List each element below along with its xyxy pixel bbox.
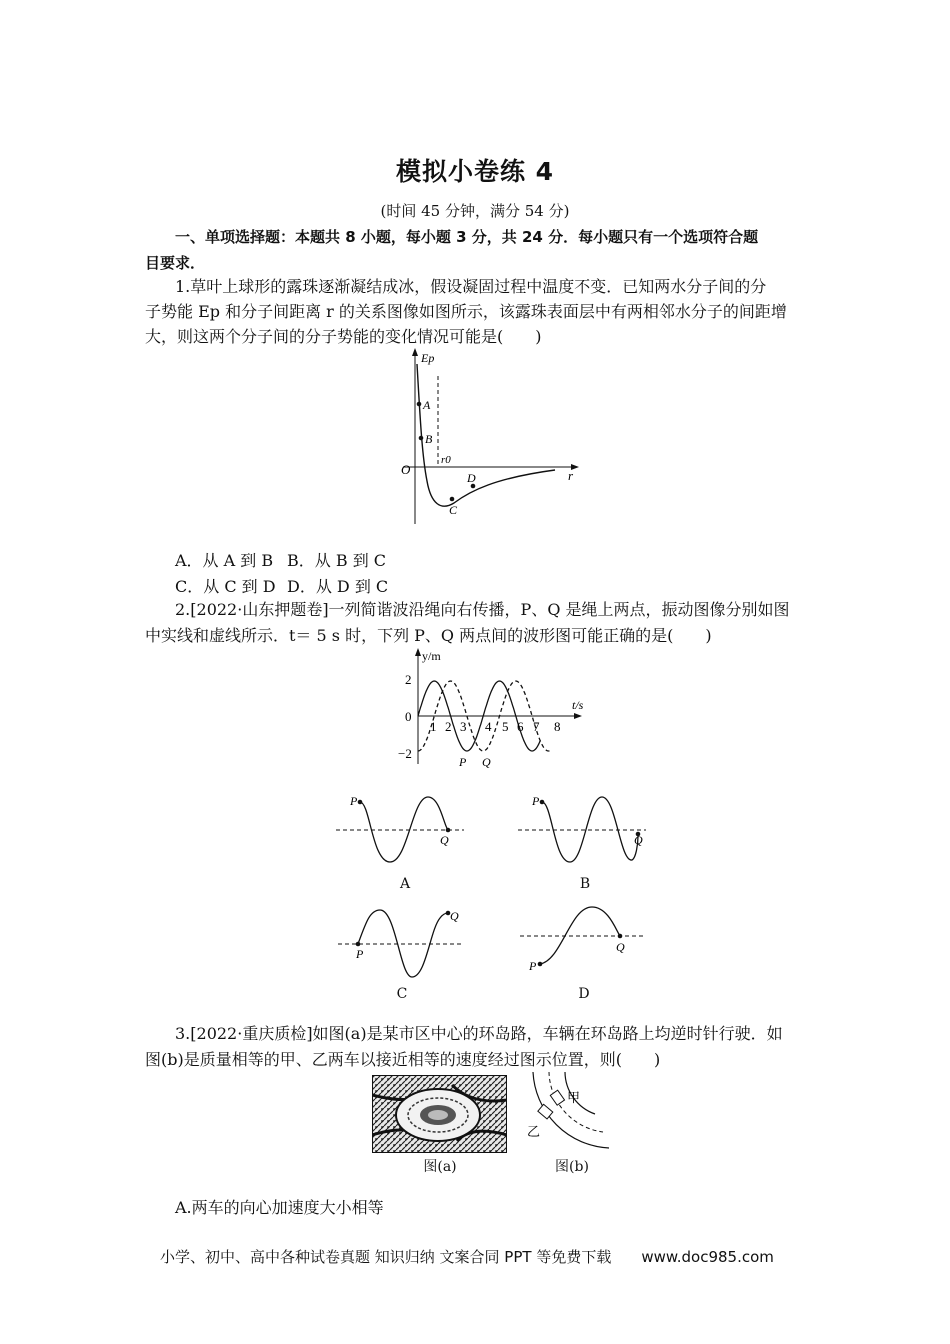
q3-figure-b-caption: 图(b) <box>555 1159 589 1175</box>
q1-origin-label: O <box>401 462 411 477</box>
q2-panel-d-point-q <box>618 934 623 939</box>
q3-car-yi-label: 乙 <box>527 1124 541 1139</box>
q2-panel-a-q-label: Q <box>440 833 449 847</box>
q2-panel-d-q-label: Q <box>616 940 625 954</box>
q2-series-q-label: Q <box>482 755 491 769</box>
section-heading-line1: 一、单项选择题：本题共 8 小题，每小题 3 分，共 24 分．每小题只有一个选项符合题 <box>175 228 759 246</box>
q2-panel-b-label: B <box>579 876 591 892</box>
q2-xlabel: t/s <box>572 698 584 712</box>
q1-label-a: A <box>423 398 431 412</box>
q1-potential-energy-graph <box>365 346 595 531</box>
q2-series-p-label: P <box>459 755 467 769</box>
q2-panel-c-point-p <box>356 942 361 947</box>
q2-xtick-4: 4 <box>485 719 492 734</box>
q2-panel-d-point-p <box>538 962 543 967</box>
q2-panel-b-point-p <box>540 800 545 805</box>
q2-xtick-1: 1 <box>430 719 437 734</box>
q2-xtick-6: 6 <box>517 719 524 734</box>
q1-text-line1: 1.草叶上球形的露珠逐渐凝结成冰，假设凝固过程中温度不变．已知两水分子间的分 <box>175 277 767 296</box>
q2-panel-c <box>330 902 480 984</box>
q3-car-yi-icon <box>538 1104 553 1119</box>
q1-text-line3: 大，则这两个分子间的分子势能的变化情况可能是( ) <box>145 327 542 346</box>
q1-ylabel: Ep <box>421 351 435 365</box>
page-title: 模拟小卷练 4 <box>395 157 555 186</box>
q2-xtick-3: 3 <box>460 719 467 734</box>
q2-xtick-7: 7 <box>533 719 540 734</box>
q2-panel-a-label: A <box>399 876 411 892</box>
q3-option-a: A.两车的向心加速度大小相等 <box>175 1198 384 1217</box>
q2-y-axis-arrow <box>415 648 421 656</box>
q2-ylabel: y/m <box>422 649 441 663</box>
q1-label-b: B <box>425 432 433 446</box>
q2-panel-b-q-label: Q <box>634 833 643 847</box>
q2-panel-a-point-p <box>358 800 363 805</box>
page-subtitle: (时间 45 分钟，满分 54 分) <box>380 202 570 220</box>
q2-panel-a <box>330 792 480 874</box>
q2-ytick-neg2: −2 <box>398 746 412 761</box>
q2-panel-d <box>512 902 662 984</box>
q3-car-jia-icon <box>550 1090 564 1105</box>
q2-vibration-graph <box>378 646 598 771</box>
section-heading-line2: 目要求． <box>145 254 206 272</box>
q1-point-c <box>450 497 455 502</box>
q3-figure-a-caption: 图(a) <box>423 1159 457 1175</box>
q2-panel-d-p-label: P <box>529 959 537 973</box>
q1-option-c: C．从 C 到 D <box>175 577 276 596</box>
q2-panel-a-point-q <box>446 828 451 833</box>
q2-xtick-5: 5 <box>502 719 509 734</box>
q2-panel-c-p-label: P <box>356 947 364 961</box>
q2-xtick-2: 2 <box>445 719 452 734</box>
q2-ytick-2: 2 <box>405 672 412 687</box>
q1-label-c: C <box>449 503 458 517</box>
q2-panel-a-p-label: P <box>350 794 358 808</box>
q1-r0-label: r0 <box>441 454 451 466</box>
q1-point-a <box>417 402 422 407</box>
q1-option-a: A．从 A 到 B <box>175 551 274 570</box>
q2-xtick-8: 8 <box>554 719 561 734</box>
q2-panel-d-label: D <box>578 986 590 1002</box>
q3-text-line2: 图(b)是质量相等的甲、乙两车以接近相等的速度经过图示位置，则( ) <box>145 1050 661 1069</box>
page-footer: 小学、初中、高中各种试卷真题 知识归纳 文案合同 PPT 等免费下载 www.doc985.com <box>160 1248 774 1266</box>
q3-text-line1: 3.[2022·重庆质检]如图(a)是某市区中心的环岛路，车辆在环岛路上均逆时针行驶．如 <box>175 1024 783 1043</box>
q2-ytick-0: 0 <box>405 709 412 724</box>
q3-car-jia-label: 甲 <box>567 1090 581 1105</box>
q2-text-line2: 中实线和虚线所示．t＝ 5 s 时，下列 P、Q 两点间的波形图可能正确的是( ) <box>145 626 712 645</box>
q1-option-d: D．从 D 到 C <box>287 577 389 596</box>
q3-figure-a-image <box>372 1075 507 1153</box>
q1-option-b: B．从 B 到 C <box>287 551 387 570</box>
q1-point-b <box>419 436 424 441</box>
q2-panel-b <box>512 792 662 874</box>
q1-xlabel: r <box>568 468 574 483</box>
q2-panel-c-q-label: Q <box>450 909 459 923</box>
q1-y-axis-arrow <box>412 348 418 356</box>
q1-label-d: D <box>467 471 476 485</box>
q1-text-line2: 子势能 Ep 和分子间距离 r 的关系图像如图所示，该露珠表面层中有两相邻水分子的间距增 <box>145 302 787 321</box>
q2-panel-b-p-label: P <box>532 794 540 808</box>
q3-figure-b-diagram <box>525 1070 615 1158</box>
q2-text-line1: 2.[2022·山东押题卷]一列简谐波沿绳向右传播，P、Q 是绳上两点，振动图像分别如图 <box>175 600 790 619</box>
q2-panel-c-label: C <box>396 986 408 1002</box>
q2-x-axis-arrow <box>574 713 582 719</box>
